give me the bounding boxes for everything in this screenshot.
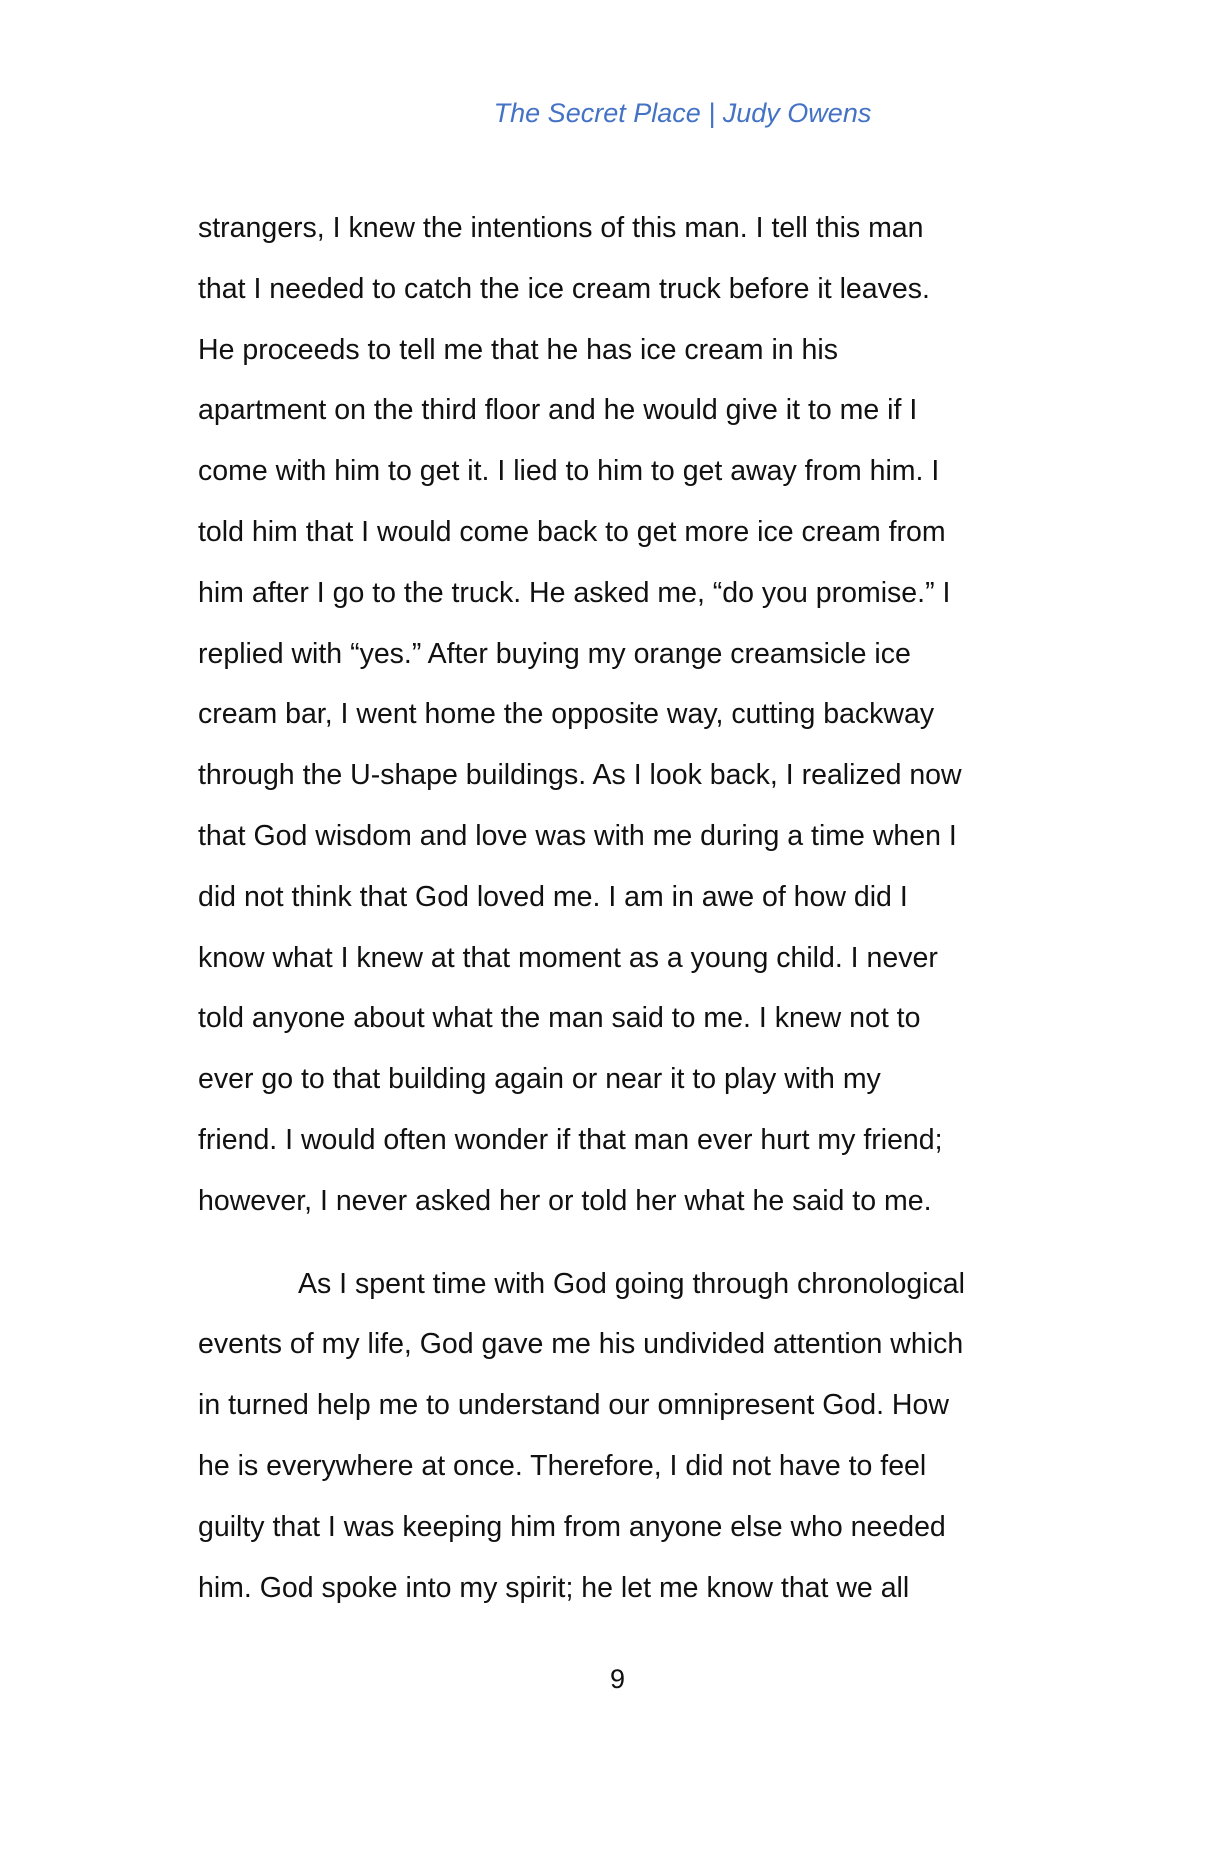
text-line: events of my life, God gave me his undivided attention which xyxy=(198,1328,964,1361)
text-line: replied with “yes.” After buying my orange creamsicle ice xyxy=(198,637,911,670)
text-line: guilty that I was keeping him from anyone else who needed xyxy=(198,1510,946,1543)
paragraph-1 xyxy=(198,198,1038,1232)
text-line: told anyone about what the man said to me. I knew not to xyxy=(198,1002,921,1035)
text-line: him after I go to the truck. He asked me, “do you promise.” I xyxy=(198,576,951,609)
paragraph-2 xyxy=(198,1254,1038,1619)
text-line: apartment on the third floor and he would give it to me if I xyxy=(198,394,918,427)
text-line: him. God spoke into my spirit; he let me know that we all xyxy=(198,1571,910,1604)
text-line: he is everywhere at once. Therefore, I did not have to feel xyxy=(198,1449,927,1482)
text-line: through the U-shape buildings. As I look back, I realized now xyxy=(198,759,962,792)
text-line: in turned help me to understand our omnipresent God. How xyxy=(198,1389,949,1422)
text-line: He proceeds to tell me that he has ice cream in his xyxy=(198,333,838,366)
text-line: friend. I would often wonder if that man ever hurt my friend; xyxy=(198,1123,943,1156)
text-line: ever go to that building again or near it to play with my xyxy=(198,1063,881,1096)
body-text xyxy=(198,198,1038,1618)
page-number: 9 xyxy=(609,1664,626,1694)
running-header: The Secret Place | Judy Owens xyxy=(493,98,872,128)
text-line: told him that I would come back to get more ice cream from xyxy=(198,515,946,548)
paragraph-spacer xyxy=(198,1232,1038,1254)
text-line-indented: As I spent time with God going through chronological xyxy=(298,1267,965,1300)
text-line: that God wisdom and love was with me during a time when I xyxy=(198,819,957,852)
text-line: cream bar, I went home the opposite way, cutting backway xyxy=(198,698,935,731)
text-line: know what I knew at that moment as a young child. I never xyxy=(198,941,938,974)
text-line: however, I never asked her or told her what he said to me. xyxy=(198,1184,932,1217)
text-line: that I needed to catch the ice cream truck before it leaves. xyxy=(198,272,930,305)
text-line: come with him to get it. I lied to him to get away from him. I xyxy=(198,455,940,488)
text-line: strangers, I knew the intentions of this man. I tell this man xyxy=(198,212,924,244)
text-line: did not think that God loved me. I am in awe of how did I xyxy=(198,880,908,913)
